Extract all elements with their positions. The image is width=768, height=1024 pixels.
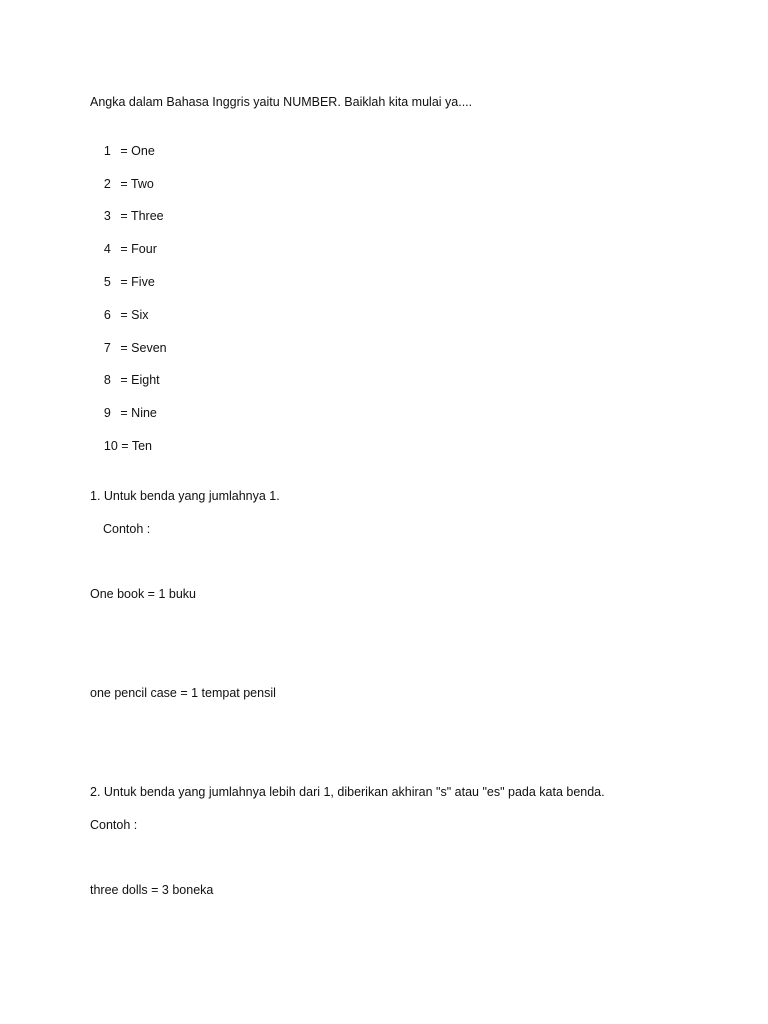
- number-digit: 9: [103, 406, 111, 420]
- rule-2-heading: 2. Untuk benda yang jumlahnya lebih dari 1, diberikan akhiran "s" atau "es" pada kata benda.: [90, 785, 605, 799]
- number-digit: 1: [103, 144, 111, 158]
- number-digit: 5: [103, 275, 111, 289]
- number-word: = Eight: [120, 373, 160, 387]
- number-word: = Seven: [120, 341, 167, 355]
- rule-1-example-label: Contoh :: [103, 522, 151, 536]
- rule-1-example-1: One book = 1 buku: [90, 587, 196, 601]
- number-digit: 6: [103, 308, 111, 322]
- number-row-10: [90, 422, 152, 470]
- number-word: = Six: [120, 308, 149, 322]
- number-digit: 4: [103, 242, 111, 256]
- rule-1-heading: 1. Untuk benda yang jumlahnya 1.: [90, 489, 280, 503]
- number-word: = Five: [120, 275, 155, 289]
- number-digit: 10: [103, 439, 118, 453]
- number-digit: 3: [103, 209, 111, 223]
- rule-1-example-2: one pencil case = 1 tempat pensil: [90, 686, 276, 700]
- number-word: = Four: [120, 242, 157, 256]
- number-word: = Ten: [121, 439, 152, 453]
- number-digit: 2: [103, 177, 111, 191]
- number-word: = Two: [120, 177, 154, 191]
- number-digit: 7: [103, 341, 111, 355]
- number-digit: 8: [103, 373, 111, 387]
- intro-text: Angka dalam Bahasa Inggris yaitu NUMBER. Baiklah kita mulai ya....: [90, 95, 473, 109]
- number-word: = Three: [120, 209, 164, 223]
- number-word: = Nine: [120, 406, 157, 420]
- rule-2-example-1: three dolls = 3 boneka: [90, 883, 214, 897]
- rule-2-example-label: Contoh :: [90, 818, 138, 832]
- number-word: = One: [120, 144, 155, 158]
